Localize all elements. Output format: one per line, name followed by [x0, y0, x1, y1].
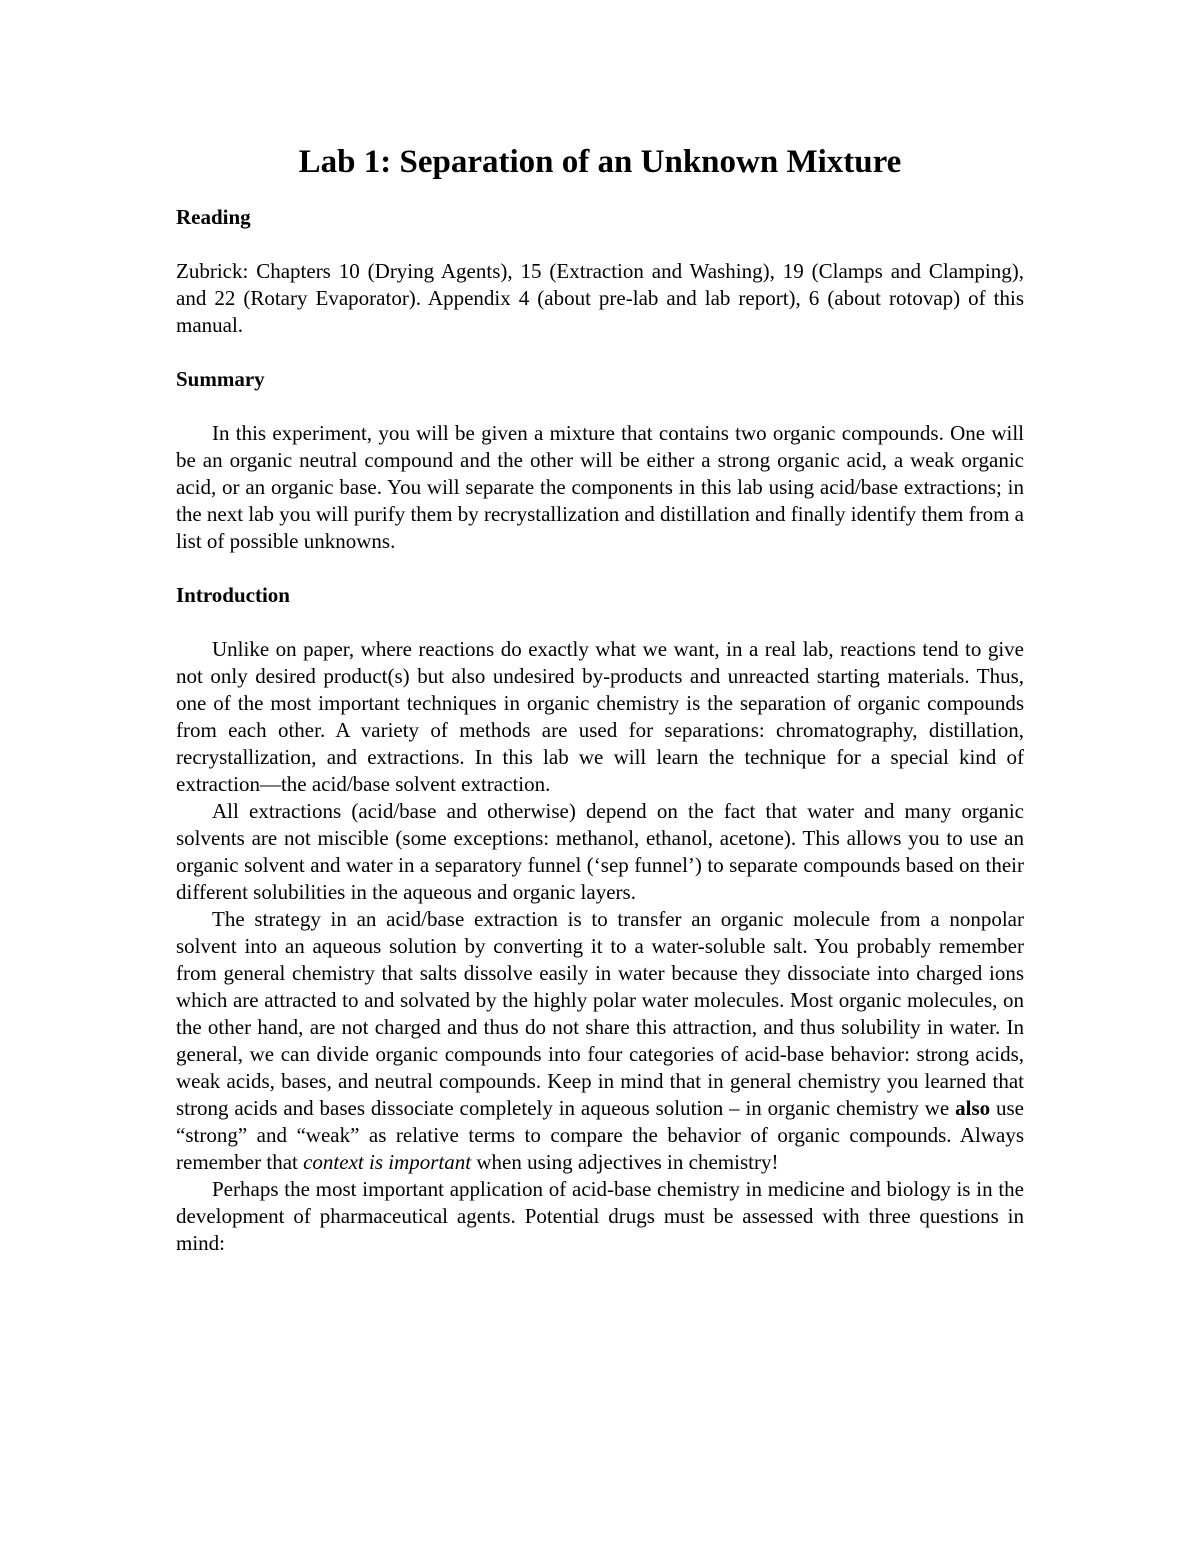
reading-heading: Reading — [176, 205, 251, 229]
introduction-paragraph-1: Unlike on paper, where reactions do exactly what we want, in a real lab, reactions tend to give not only desired product(s) but also undesired by-products and unreacted starting materials. Thus, one of the most important techniques in organic chemistry is the separation of organic compounds from each other. A variety of methods are used for separations: chromatography, distillation, recrystallization, and extractions. In this lab we will learn the technique for a special kind of extraction—the acid/base solvent extraction. — [176, 637, 1024, 796]
summary-heading: Summary — [176, 367, 265, 391]
introduction-paragraph-2: All extractions (acid/base and otherwise) depend on the fact that water and many organic solvents are not miscible (some exceptions: methanol, ethanol, acetone). This allows you to use an organic solvent and water in a separatory funnel (‘sep funnel’) to separate compounds based on their different solubilities in the aqueous and organic layers. — [176, 799, 1024, 904]
paragraph-3-text-a: The strategy in an acid/base extraction is to transfer an organic molecule from a nonpolar solvent into an aqueous solution by converting it to a water-soluble salt. You probably remember from general chemistry that salts dissolve easily in water because they dissociate into charged ions which are attracted to and solvated by the highly polar water molecules. Most organic molecules, on the other hand, are not charged and thus do not share this attraction, and thus solubility in water. In general, we can divide organic compounds into four categories of acid-base behavior: strong acids, weak acids, bases, and neutral compounds. Keep in mind that in general chemistry you learned that strong acids and bases dissociate completely in aqueous solution – in organic chemistry we — [176, 907, 1024, 1120]
paragraph-3-text-b: use “strong” and “weak” as relative terms to compare the behavior of organic compounds. Always remember that — [176, 1096, 1024, 1174]
summary-text: In this experiment, you will be given a mixture that contains two organic compounds. One will be an organic neutral compound and the other will be either a strong organic acid, a weak organic acid, or an organic base. You will separate the components in this lab using acid/base extractions; in the next lab you will purify them by recrystallization and distillation and finally identify them from a list of possible unknowns. — [176, 421, 1024, 553]
emphasis-also: also — [955, 1096, 991, 1120]
paragraph-3-text-c: when using adjectives in chemistry! — [471, 1150, 779, 1174]
document-page — [176, 140, 1024, 1257]
introduction-heading: Introduction — [176, 583, 290, 607]
reading-text: Zubrick: Chapters 10 (Drying Agents), 15 (Extraction and Washing), 19 (Clamps and Clamping), and 22 (Rotary Evaporator). Appendix 4 (about pre-lab and lab report), 6 (about rotovap) of this manual. — [176, 259, 1024, 337]
emphasis-context: context is important — [303, 1150, 472, 1174]
introduction-paragraph-4: Perhaps the most important application of acid-base chemistry in medicine and biology is in the development of pharmaceutical agents. Potential drugs must be assessed with three questions in mind: — [176, 1177, 1024, 1255]
introduction-paragraph-3 — [176, 906, 1024, 1176]
page-title: Lab 1: Separation of an Unknown Mixture — [298, 144, 902, 180]
